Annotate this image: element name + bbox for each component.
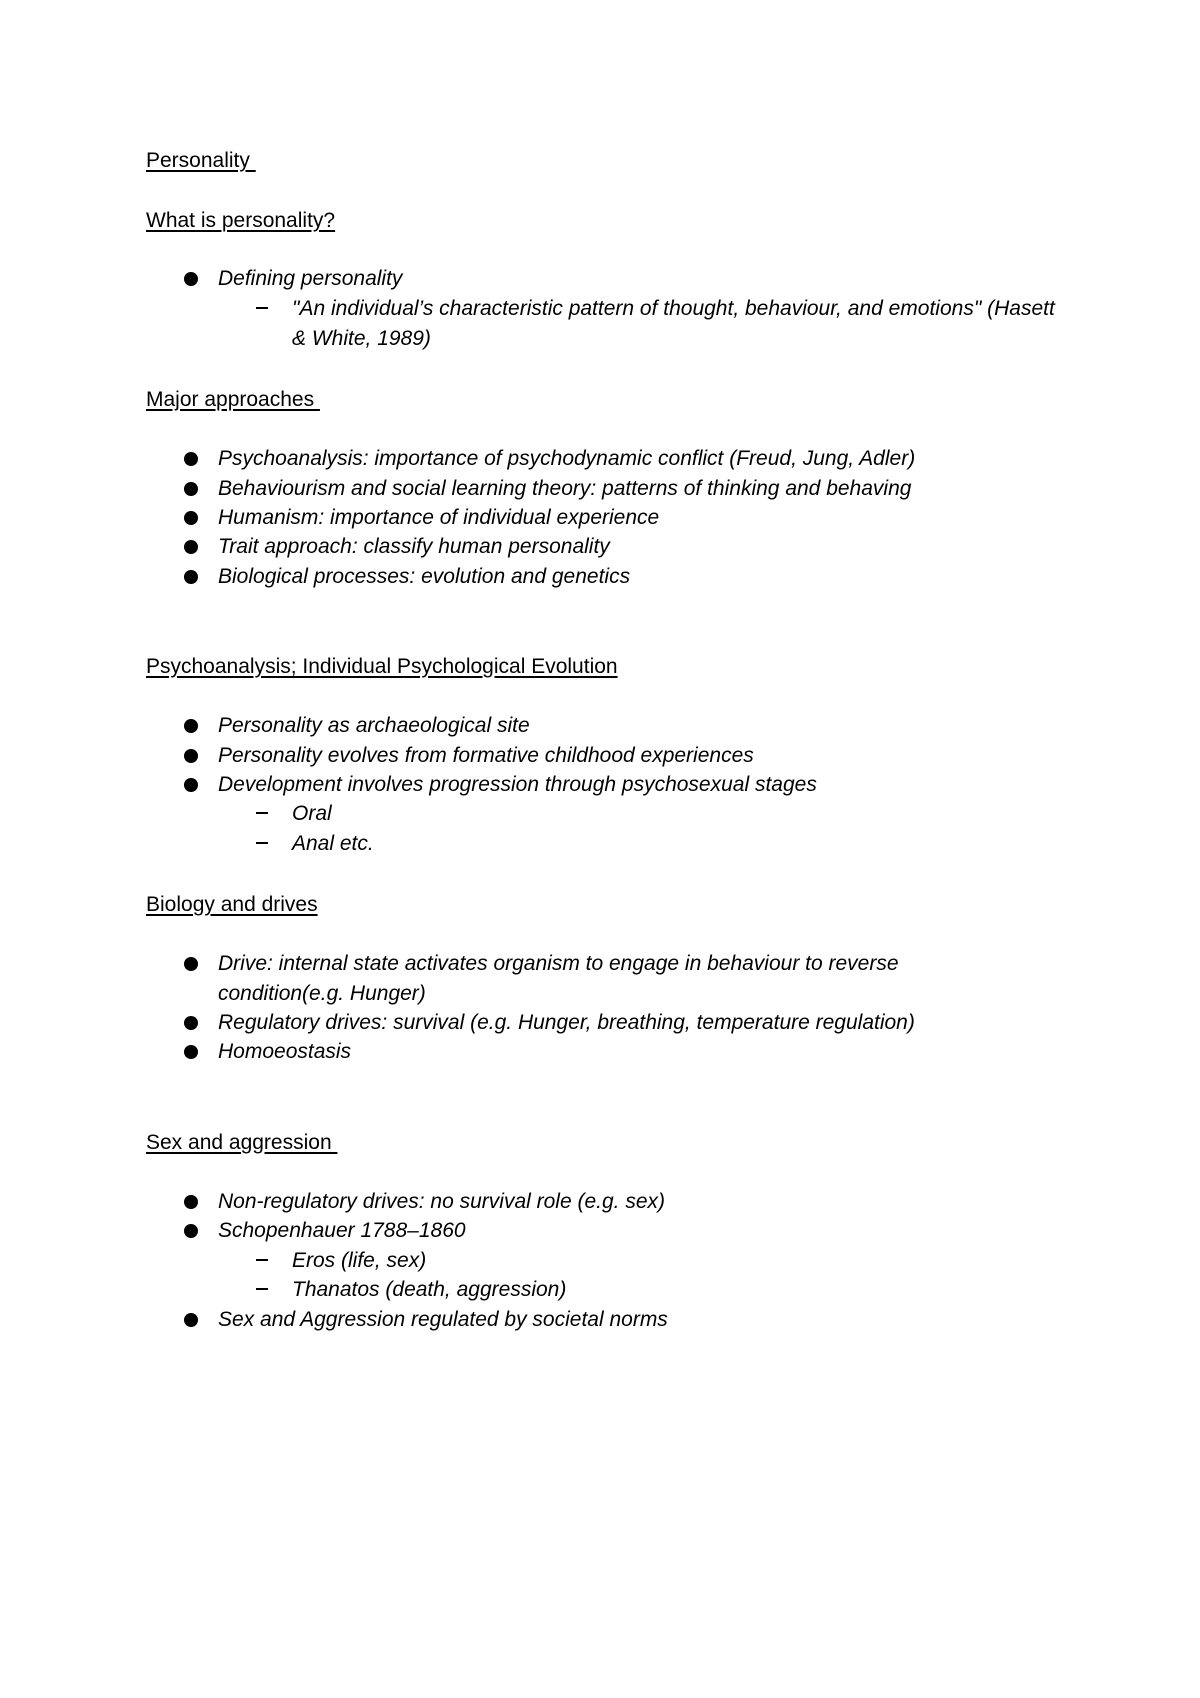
bullet-icon [184,1195,198,1209]
dash-icon [256,842,268,844]
bullet-icon [184,511,198,525]
list-item-text: Humanism: importance of individual experience [218,506,660,529]
list-item-text: Behaviourism and social learning theory: patterns of thinking and behaving [218,477,912,500]
list-item-text: Drive: internal state activates organism to engage in behaviour to reverse condition(e.g. Hunger) [218,952,899,1005]
section-heading-major-approaches: Major approaches [146,388,320,411]
document-title: Personality [146,149,256,172]
list-item [218,770,817,800]
bullet-icon [184,1313,198,1327]
bullet-icon [184,272,198,286]
sub-list-item [292,829,374,859]
dash-icon [256,307,268,309]
list-item [218,1187,665,1217]
list-item [218,949,958,1009]
section-heading-sex-and-aggression: Sex and aggression [146,1131,338,1154]
bullet-icon [184,719,198,733]
bullet-icon [184,570,198,584]
sub-list-item [292,1275,566,1305]
list-item [218,1216,466,1246]
list-item-text: Regulatory drives: survival (e.g. Hunger, breathing, temperature regulation) [218,1011,915,1034]
list-item-text: Homoeostasis [218,1040,352,1063]
sub-list-item-text: Thanatos (death, aggression) [292,1278,567,1301]
bullet-icon [184,1016,198,1030]
sub-list-item [292,799,332,829]
list-item [218,1305,668,1335]
list-item-text: Personality as archaeological site [218,714,530,737]
list-item [218,444,915,474]
sub-list-item-text: "An individual’s characteristic pattern of thought, behaviour, and emotions" (Hasett & White, 1989) [292,297,1055,350]
list-item [218,1008,915,1038]
list-item [218,741,754,771]
bullet-icon [184,749,198,763]
sub-list-item [292,1246,426,1276]
list-item [218,711,530,741]
list-item [218,1037,351,1067]
section-heading-biology-and-drives: Biology and drives [146,893,318,916]
list-item-text: Biological processes: evolution and genetics [218,565,631,588]
list-item-text: Psychoanalysis: importance of psychodynamic conflict (Freud, Jung, Adler) [218,447,916,470]
list-item-text: Development involves progression through psychosexual stages [218,773,817,796]
list-item [218,264,402,294]
section-heading-what-is-personality: What is personality? [146,209,336,232]
bullet-icon [184,482,198,496]
dash-icon [256,812,268,814]
bullet-icon [184,452,198,466]
list-item-text: Trait approach: classify human personality [218,535,610,558]
list-item-text: Non-regulatory drives: no survival role (e.g. sex) [218,1190,666,1213]
bullet-icon [184,957,198,971]
bullet-icon [184,778,198,792]
bullet-icon [184,1224,198,1238]
list-item [218,532,610,562]
dash-icon [256,1259,268,1261]
list-item [218,474,911,504]
list-item-text: Schopenhauer 1788–1860 [218,1219,466,1242]
section-heading-psychoanalysis: Psychoanalysis; Individual Psychological Evolution [146,655,618,678]
bullet-icon [184,540,198,554]
sub-list-item [292,294,1072,354]
bullet-icon [184,1045,198,1059]
dash-icon [256,1288,268,1290]
sub-list-item-text: Eros (life, sex) [292,1249,427,1272]
list-item [218,562,630,592]
sub-list-item-text: Anal etc. [292,832,374,855]
sub-list-item-text: Oral [292,802,332,825]
list-item-text: Sex and Aggression regulated by societal norms [218,1308,668,1331]
list-item-text: Defining personality [218,267,403,290]
list-item [218,503,659,533]
list-item-text: Personality evolves from formative childhood experiences [218,744,754,767]
